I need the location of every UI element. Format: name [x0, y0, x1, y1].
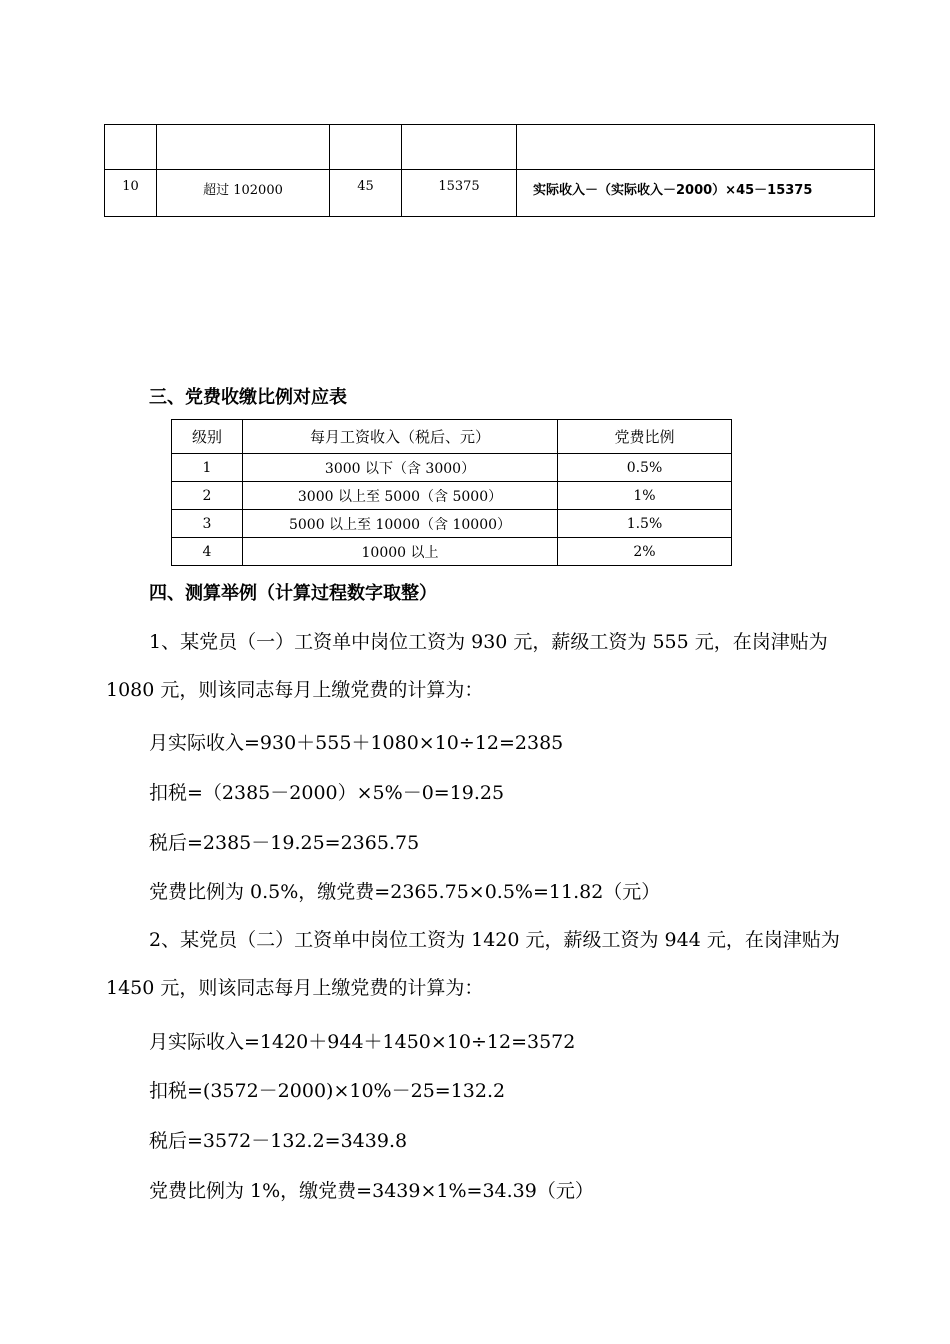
- party-fee-table: [171, 419, 732, 566]
- ratio-cell: 2%: [558, 538, 732, 566]
- section4-heading: 四、测算举例（计算过程数字取整）: [149, 583, 437, 604]
- table-cell: [517, 125, 875, 170]
- example1-tax: 扣税=（2385－2000）×5%－0=19.25: [149, 782, 505, 804]
- level-cell: 3: [172, 510, 243, 538]
- table-row: [172, 538, 732, 566]
- example1-intro: [106, 618, 846, 714]
- tax-formula-cell: 实际收入－（实际收入－2000）×45－15375: [517, 170, 875, 217]
- ratio-cell: 0.5%: [558, 454, 732, 482]
- example2-fee: 党费比例为 1%，缴党费=3439×1%=34.39（元）: [149, 1180, 594, 1202]
- table-header-row: [172, 420, 732, 454]
- table-row: [172, 482, 732, 510]
- example1-intro-text: 1、某党员（一）工资单中岗位工资为 930 元，薪级工资为 555 元，在岗津贴为 1080 元，则该同志每月上缴党费的计算为：: [106, 631, 828, 701]
- header-cell-ratio: 党费比例: [558, 420, 732, 454]
- example2-intro-text: 2、某党员（二）工资单中岗位工资为 1420 元，薪级工资为 944 元，在岗津贴为 1450 元，则该同志每月上缴党费的计算为：: [106, 929, 840, 999]
- header-cell-level: 级别: [172, 420, 243, 454]
- example1-fee: 党费比例为 0.5%，缴党费=2365.75×0.5%=11.82（元）: [149, 881, 661, 903]
- tax-rate-table: [104, 124, 875, 217]
- level-cell: 1: [172, 454, 243, 482]
- income-cell: 3000 以下（含 3000）: [243, 454, 558, 482]
- tax-range-cell: 超过 102000: [157, 170, 330, 217]
- example1-income: 月实际收入=930＋555＋1080×10÷12=2385: [149, 732, 564, 754]
- income-cell: 3000 以上至 5000（含 5000）: [243, 482, 558, 510]
- header-cell-income: 每月工资收入（税后、元）: [243, 420, 558, 454]
- tax-deduction-cell: 15375: [402, 170, 517, 217]
- tax-rate-cell: 45: [330, 170, 402, 217]
- example1-after-tax: 税后=2385－19.25=2365.75: [149, 832, 420, 854]
- example2-income: 月实际收入=1420＋944＋1450×10÷12=3572: [149, 1031, 576, 1053]
- example2-after-tax: 税后=3572－132.2=3439.8: [149, 1130, 408, 1152]
- level-cell: 4: [172, 538, 243, 566]
- table-row: [172, 510, 732, 538]
- table-cell: [105, 125, 157, 170]
- ratio-cell: 1.5%: [558, 510, 732, 538]
- income-cell: 10000 以上: [243, 538, 558, 566]
- income-cell: 5000 以上至 10000（含 10000）: [243, 510, 558, 538]
- tax-level-cell: 10: [105, 170, 157, 217]
- table-cell: [157, 125, 330, 170]
- table-cell: [402, 125, 517, 170]
- table-row: [172, 454, 732, 482]
- table-row: [105, 125, 875, 170]
- table-cell: [330, 125, 402, 170]
- ratio-cell: 1%: [558, 482, 732, 510]
- section3-heading: 三、党费收缴比例对应表: [149, 387, 347, 408]
- level-cell: 2: [172, 482, 243, 510]
- table-row: [105, 170, 875, 217]
- example2-tax: 扣税=(3572－2000)×10%－25=132.2: [149, 1080, 506, 1102]
- example2-intro: [106, 916, 846, 1012]
